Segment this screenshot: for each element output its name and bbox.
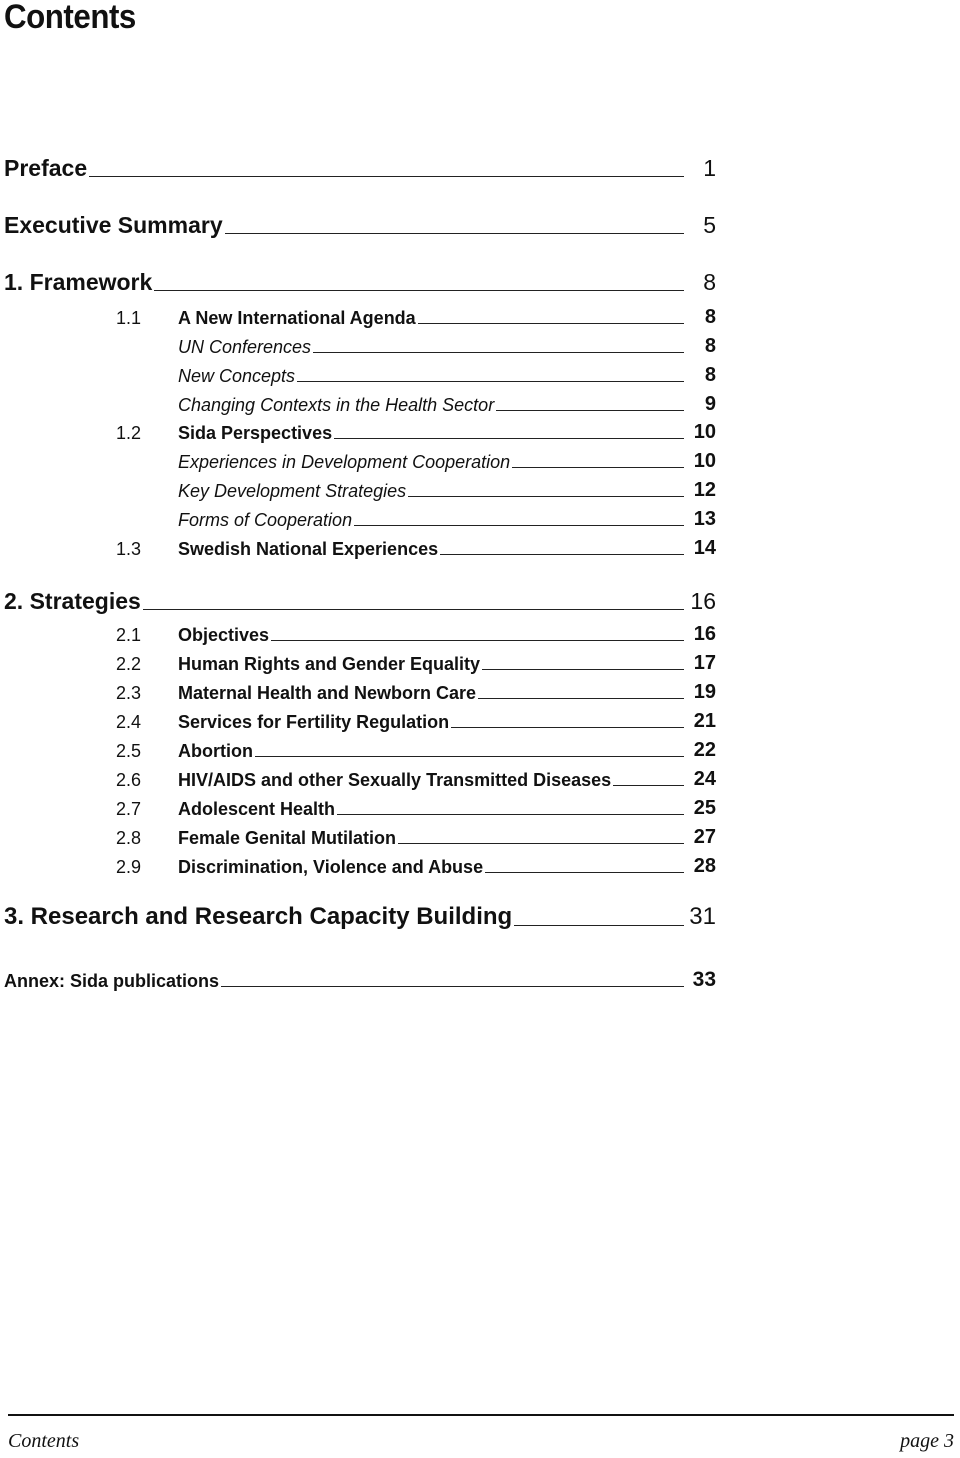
- page-title: Contents: [4, 0, 136, 36]
- toc-section-number: 2.5: [116, 741, 142, 761]
- toc-leader-line: [313, 352, 684, 353]
- toc-label: HIV/AIDS and other Sexually Transmitted Diseases: [178, 770, 612, 790]
- toc-label: Female Genital Mutilation: [178, 828, 397, 848]
- footer-rule: [8, 1414, 954, 1416]
- footer-section-name: Contents: [8, 1430, 80, 1452]
- toc-label: Experiences in Development Cooperation: [178, 452, 511, 472]
- toc-entry-un-conferences[interactable]: [178, 328, 716, 358]
- toc-label: Forms of Cooperation: [178, 510, 353, 530]
- toc-section-number: 2.8: [116, 828, 142, 848]
- toc-label: Adolescent Health: [178, 799, 336, 819]
- toc-leader-line: [496, 410, 684, 411]
- toc-page-number: 8: [704, 306, 716, 328]
- toc-label: Swedish National Experiences: [178, 539, 439, 559]
- toc-section-number: 2.1: [116, 625, 142, 645]
- toc-page-number: 8: [704, 335, 716, 357]
- toc-label: Annex: Sida publications: [4, 971, 220, 991]
- toc-entry-section-2-3[interactable]: [116, 674, 716, 704]
- toc-page-number: 22: [693, 739, 716, 761]
- toc-label: 1. Framework: [4, 269, 153, 295]
- toc-page-number: 21: [693, 710, 716, 732]
- toc-entry-key-strategies[interactable]: [178, 472, 716, 502]
- toc-label: 3. Research and Research Capacity Building: [4, 903, 513, 930]
- toc-label: Key Development Strategies: [178, 481, 407, 501]
- footer-page-number: page 3: [900, 1430, 954, 1452]
- toc-entry-research[interactable]: [4, 901, 716, 931]
- toc-leader-line: [354, 525, 684, 526]
- toc-entry-annex[interactable]: [4, 962, 716, 992]
- toc-leader-line: [221, 986, 684, 987]
- toc-page-number: 17: [693, 652, 716, 674]
- toc-leader-line: [398, 843, 684, 844]
- toc-entry-section-2-2[interactable]: [116, 645, 716, 675]
- toc-leader-line: [512, 467, 684, 468]
- toc-page-number: 5: [703, 212, 716, 238]
- toc-entry-section-1-3[interactable]: [116, 530, 716, 560]
- toc-leader-line: [334, 438, 684, 439]
- toc-label: Changing Contexts in the Health Sector: [178, 395, 495, 415]
- toc-leader-line: [89, 176, 684, 177]
- toc-leader-line: [514, 925, 684, 926]
- toc-page-number: 19: [693, 681, 716, 703]
- toc-leader-line: [418, 323, 684, 324]
- toc-page-number: 16: [693, 623, 716, 645]
- toc-label: Sida Perspectives: [178, 423, 333, 443]
- toc-label: Maternal Health and Newborn Care: [178, 683, 477, 703]
- toc-entry-executive-summary[interactable]: [4, 209, 716, 239]
- toc-entry-strategies[interactable]: [4, 585, 716, 615]
- toc-page-number: 9: [704, 393, 716, 415]
- toc-leader-line: [143, 609, 684, 610]
- toc-page-number: 12: [693, 479, 716, 501]
- toc-leader-line: [225, 233, 684, 234]
- toc-page-number: 25: [693, 797, 716, 819]
- toc-entry-preface[interactable]: [4, 152, 716, 182]
- toc-page-number: 8: [703, 269, 716, 295]
- toc-page-number: 27: [693, 826, 716, 848]
- toc-page-number: 8: [704, 364, 716, 386]
- toc-page-number: 33: [692, 968, 716, 991]
- toc-label: UN Conferences: [178, 337, 312, 357]
- toc-entry-forms-of-cooperation[interactable]: [178, 501, 716, 531]
- toc-entry-section-1-2[interactable]: [116, 414, 716, 444]
- toc-leader-line: [613, 785, 684, 786]
- toc-section-number: 2.6: [116, 770, 142, 790]
- toc-section-number: 2.9: [116, 857, 142, 877]
- toc-label: 2. Strategies: [4, 588, 141, 614]
- toc-section-number: 1.1: [116, 308, 142, 328]
- toc-entry-changing-contexts[interactable]: [178, 386, 716, 416]
- toc-entry-section-2-1[interactable]: [116, 616, 716, 646]
- toc-section-number: 1.3: [116, 539, 142, 559]
- toc-page-number: 16: [690, 588, 716, 614]
- toc-page-number: 14: [693, 537, 716, 559]
- toc-leader-line: [451, 727, 684, 728]
- toc-section-number: 2.3: [116, 683, 142, 703]
- toc-entry-section-2-7[interactable]: [116, 790, 716, 820]
- toc-label: Preface: [4, 155, 88, 181]
- toc-entry-section-1-1[interactable]: [116, 299, 716, 329]
- toc-entry-section-2-5[interactable]: [116, 732, 716, 762]
- toc-entry-section-2-9[interactable]: [116, 848, 716, 878]
- toc-page-number: 28: [693, 855, 716, 877]
- toc-entry-section-2-8[interactable]: [116, 819, 716, 849]
- toc-entry-section-2-6[interactable]: [116, 761, 716, 791]
- toc-leader-line: [485, 872, 684, 873]
- toc-section-number: 2.2: [116, 654, 142, 674]
- toc-label: Services for Fertility Regulation: [178, 712, 450, 732]
- toc-leader-line: [482, 669, 684, 670]
- toc-leader-line: [408, 496, 684, 497]
- toc-entry-new-concepts[interactable]: [178, 357, 716, 387]
- toc-label: Objectives: [178, 625, 270, 645]
- toc-page-number: 13: [693, 508, 716, 530]
- toc-entry-framework[interactable]: [4, 266, 716, 296]
- toc-page-number: 31: [689, 903, 716, 930]
- toc-label: A New International Agenda: [178, 308, 416, 328]
- toc-leader-line: [297, 381, 684, 382]
- toc-section-number: 2.7: [116, 799, 142, 819]
- toc-leader-line: [271, 640, 684, 641]
- toc-label: Discrimination, Violence and Abuse: [178, 857, 484, 877]
- toc-page-number: 24: [693, 768, 716, 790]
- toc-leader-line: [337, 814, 684, 815]
- toc-label: Abortion: [178, 741, 253, 761]
- toc-label: New Concepts: [178, 366, 296, 386]
- toc-entry-experiences[interactable]: [178, 443, 716, 473]
- toc-page-number: 10: [693, 450, 716, 472]
- toc-leader-line: [478, 698, 684, 699]
- toc-section-number: 1.2: [116, 423, 142, 443]
- toc-entry-section-2-4[interactable]: [116, 703, 716, 733]
- toc-page-number: 1: [703, 155, 716, 181]
- toc-leader-line: [440, 554, 684, 555]
- toc-label: Human Rights and Gender Equality: [178, 654, 481, 674]
- toc-section-number: 2.4: [116, 712, 142, 732]
- toc-page-number: 10: [693, 421, 716, 443]
- toc-leader-line: [154, 290, 684, 291]
- toc-label: Executive Summary: [4, 212, 223, 238]
- toc-leader-line: [255, 756, 684, 757]
